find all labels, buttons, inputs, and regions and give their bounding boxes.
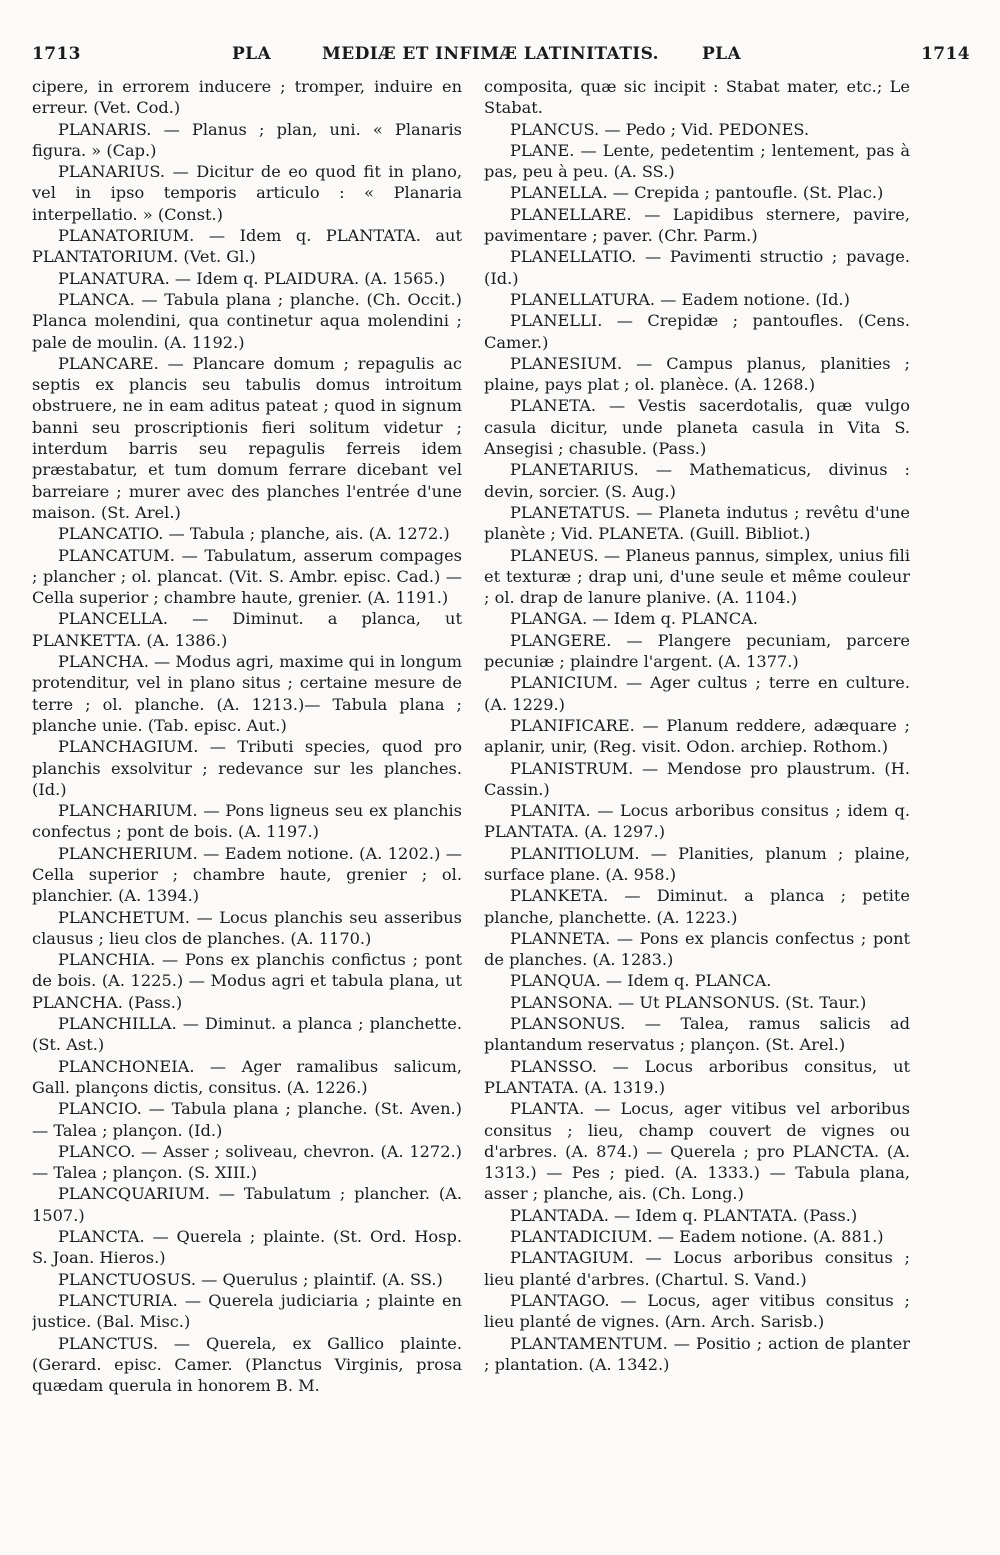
dictionary-entry: PLANCTUOSUS. — Querulus ; plaintif. (A. SS.): [58, 1269, 443, 1289]
dictionary-entry: PLANSONA. — Ut PLANSONUS. (St. Taur.): [510, 992, 867, 1012]
dictionary-entry: PLANIFICARE. — Planum reddere, adæquare ; aplanir, unir, (Reg. visit. Odon. archiep. Rothom.): [484, 715, 910, 757]
dictionary-entry: PLANCATIO. — Tabula ; planche, ais. (A. 1272.): [58, 524, 450, 544]
dictionary-entry: PLANTADICIUM. — Eadem notione. (A. 881.): [510, 1227, 884, 1247]
dictionary-entry: PLANTAGO. — Locus, ager vitibus consitus ; lieu planté de vignes. (Arn. Arch. Sarisb.): [484, 1290, 910, 1332]
dictionary-entry: PLANATURA. — Idem q. PLAIDURA. (A. 1565.): [58, 268, 446, 288]
dictionary-entry: PLANTADA. — Idem q. PLANTATA. (Pass.): [510, 1205, 858, 1225]
dictionary-entry: PLANICIUM. — Ager cultus ; terre en culture. (A. 1229.): [484, 673, 910, 714]
dictionary-entry: PLANCHERIUM. — Eadem notione. (A. 1202.) — Cella superior ; chambre haute, grenier ; ol. planchier. (A. 1394.): [32, 843, 462, 906]
dictionary-entry: PLANGA. — Idem q. PLANCA.: [510, 609, 758, 629]
dictionary-entry: PLANELLARE. — Lapidibus sternere, pavire, pavimentare ; paver. (Chr. Parm.): [484, 204, 910, 246]
dictionary-entry: PLANETATUS. — Planeta indutus ; revêtu d'une planète ; Vid. PLANETA. (Guill. Bibliot.): [484, 502, 910, 544]
dictionary-entry: PLANCHARIUM. — Pons ligneus seu ex planchis confectus ; pont de bois. (A. 1197.): [32, 801, 462, 842]
dictionary-entry: PLANELLATIO. — Pavimenti structio ; pavage. (Id.): [484, 247, 910, 288]
running-title: MEDIÆ ET INFIMÆ LATINITATIS.: [322, 44, 660, 64]
dictionary-entry: PLANGERE. — Plangere pecuniam, parcere pecuniæ ; plaindre l'argent. (A. 1377.): [484, 630, 910, 672]
right-column: [484, 76, 910, 1546]
dictionary-entry: PLANTAMENTUM. — Positio ; action de planter ; plantation. (A. 1342.): [484, 1333, 910, 1374]
dictionary-entry: PLANELLATURA. — Eadem notione. (Id.): [510, 289, 850, 309]
dictionary-entry: PLANITIOLUM. — Planities, planum ; plaine, surface plane. (A. 958.): [484, 843, 910, 884]
dictionary-entry: PLANQUA. — Idem q. PLANCA.: [510, 971, 772, 991]
dictionary-entry: PLANCTURIA. — Querela judiciaria ; plainte en justice. (Bal. Misc.): [32, 1290, 462, 1332]
dictionary-entry: PLANCA. — Tabula plana ; planche. (Ch. Occit.) Planca molendini, qua continetur aqua molendini ; pale de moulin. (A. 1192.): [32, 289, 462, 352]
dictionary-entry: PLANCIO. — Tabula plana ; planche. (St. Aven.) — Talea ; plançon. (Id.): [32, 1099, 462, 1140]
dictionary-entry: PLANE. — Lente, pedetentim ; lentement, pas à pas, peu à peu. (A. SS.): [484, 140, 910, 182]
dictionary-entry: PLANETA. — Vestis sacerdotalis, quæ vulgo casula dicitur, unde planeta casula in Vita S. Ansegisi ; chasuble. (Pass.): [484, 396, 910, 459]
dictionary-entry: PLANCHAGIUM. — Tributi species, quod pro planchis exsolvitur ; redevance sur les planches. (Id.): [32, 737, 462, 799]
right-section-label: PLA: [702, 44, 742, 64]
dictionary-entry: PLANITA. — Locus arboribus consitus ; idem q. PLANTATA. (A. 1297.): [484, 801, 910, 842]
dictionary-entry: PLANKETA. — Diminut. a planca ; petite planche, planchette. (A. 1223.): [484, 886, 910, 927]
dictionary-entry: PLANCATUM. — Tabulatum, asserum compages ; plancher ; ol. plancat. (Vit. S. Ambr. episc. Cad.) — Cella superior ; chambre haute, grenier. (A. 1191.): [32, 545, 462, 608]
left-section-label: PLA: [232, 44, 272, 64]
dictionary-entry: PLANCHETUM. — Locus planchis seu asseribus clausus ; lieu clos de planches. (A. 1170.): [32, 907, 462, 948]
dictionary-entry: PLANELLI. — Crepidæ ; pantoufles. (Cens. Camer.): [484, 311, 910, 352]
right-page-number: 1714: [921, 44, 970, 64]
dictionary-entry: PLANCTUS. — Querela, ex Gallico plainte. (Gerard. episc. Camer. (Planctus Virginis, prosa quædam querula in honorem B. M.: [32, 1333, 462, 1396]
dictionary-entry: PLANARIUS. — Dicitur de eo quod fit in plano, vel in ipso temporis articulo : « Planaria interpellatio. » (Const.): [32, 162, 462, 224]
dictionary-entry: PLANISTRUM. — Mendose pro plaustrum. (H. Cassin.): [484, 758, 910, 799]
dictionary-entry: PLANATORIUM. — Idem q. PLANTATA. aut PLANTATORIUM. (Vet. Gl.): [32, 226, 462, 267]
left-page-number: 1713: [32, 44, 81, 64]
dictionary-entry: PLANTA. — Locus, ager vitibus vel arboribus consitus ; lieu, champ couvert de vignes ou d'arbres. (A. 874.) — Querela ; pro PLANCTA. (A. 1313.) — Pes ; pied. (A. 1333.) — Tabula plana, asser ; planche, ais. (Ch. Long.): [484, 1099, 910, 1204]
dictionary-entry: composita, quæ sic incipit : Stabat mater, etc.; Le Stabat.: [484, 77, 910, 118]
left-column: [32, 76, 462, 1546]
dictionary-entry: PLANELLA. — Crepida ; pantoufle. (St. Plac.): [510, 183, 884, 203]
dictionary-entry: PLANTAGIUM. — Locus arboribus consitus ; lieu planté d'arbres. (Chartul. S. Vand.): [484, 1248, 910, 1289]
running-header: [32, 44, 970, 72]
dictionary-entry: PLANESIUM. — Campus planus, planities ; plaine, pays plat ; ol. planèce. (A. 1268.): [484, 353, 910, 395]
dictionary-entry: PLANCELLA. — Diminut. a planca, ut PLANKETTA. (A. 1386.): [32, 609, 462, 650]
dictionary-entry: PLANEUS. — Planeus pannus, simplex, unius fili et texturæ ; drap uni, d'une seule et même couleur ; ol. drap de lanure planive. (A. 1104.): [484, 545, 910, 608]
dictionary-entry: PLANETARIUS. — Mathematicus, divinus : devin, sorcier. (S. Aug.): [484, 460, 910, 501]
dictionary-entry: cipere, in errorem inducere ; tromper, induire en erreur. (Vet. Cod.): [32, 77, 462, 118]
dictionary-entry: PLANCHIA. — Pons ex planchis confictus ; pont de bois. (A. 1225.) — Modus agri et tabula plana, ut PLANCHA. (Pass.): [32, 950, 462, 1012]
dictionary-entry: PLANCTA. — Querela ; plainte. (St. Ord. Hosp. S. Joan. Hieros.): [32, 1227, 462, 1268]
dictionary-entry: PLANNETA. — Pons ex plancis confectus ; pont de planches. (A. 1283.): [484, 928, 910, 970]
dictionary-entry: PLANCHONEIA. — Ager ramalibus salicum, Gall. plançons dictis, consitus. (A. 1226.): [32, 1056, 462, 1097]
dictionary-entry: PLANCQUARIUM. — Tabulatum ; plancher. (A. 1507.): [32, 1184, 462, 1225]
dictionary-entry: PLANSSO. — Locus arboribus consitus, ut PLANTATA. (A. 1319.): [484, 1056, 910, 1097]
dictionary-entry: PLANCO. — Asser ; soliveau, chevron. (A. 1272.) — Talea ; plançon. (S. XIII.): [32, 1141, 462, 1183]
dictionary-entry: PLANCHA. — Modus agri, maxime qui in longum protenditur, vel in plano situs ; certaine mesure de terre ; ol. planche. (A. 1213.)— Tabula plana ; planche unie. (Tab. episc. Aut.): [32, 652, 462, 735]
dictionary-entry: PLANCHILLA. — Diminut. a planca ; planchette. (St. Ast.): [32, 1014, 462, 1055]
dictionary-entry: PLANSONUS. — Talea, ramus salicis ad plantandum reservatus ; plançon. (St. Arel.): [484, 1014, 910, 1055]
dictionary-entry: PLANCUS. — Pedo ; Vid. PEDONES.: [510, 119, 810, 139]
dictionary-entry: PLANARIS. — Planus ; plan, uni. « Planaris figura. » (Cap.): [32, 119, 462, 160]
dictionary-entry: PLANCARE. — Plancare domum ; repagulis ac septis ex plancis seu tabulis domus introitum obstruere, ne in eam aditus pateat ; quod in signum banni seu proscriptionis fieri solitum videtur ; interdum barris seu repagulis ferreis idem præstabatur, et tum domum ferrare dicebant vel barreiare ; murer avec des planches l'entrée d'une maison. (St. Arel.): [32, 353, 462, 522]
